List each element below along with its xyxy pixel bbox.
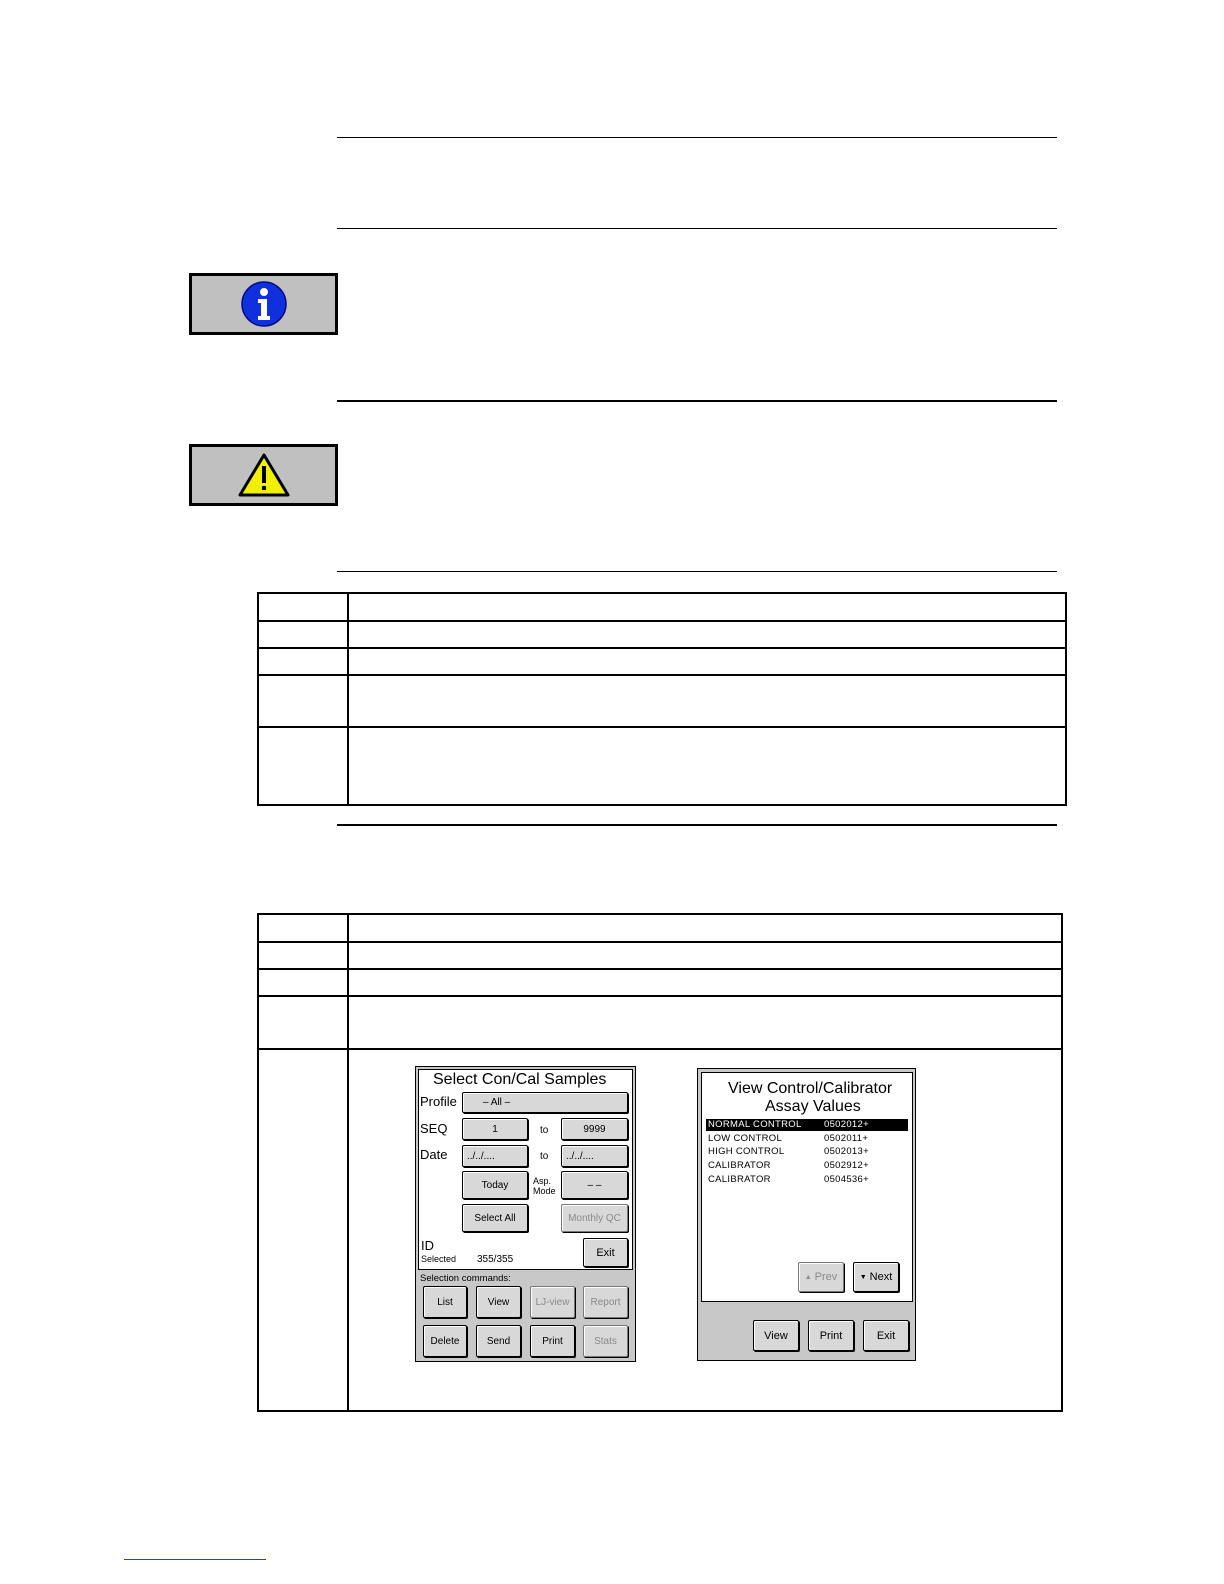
warning-icon — [237, 452, 291, 498]
view-title-line2: Assay Values — [765, 1098, 861, 1115]
view-title-line1: View Control/Calibrator — [728, 1080, 893, 1097]
assay-values-panel — [701, 1072, 913, 1302]
view-control-calibrator-screen — [697, 1068, 916, 1361]
info-icon — [240, 280, 288, 328]
select-panel — [418, 1069, 633, 1270]
procedure-table-2 — [257, 913, 1063, 1412]
seq-to-label: to — [540, 1125, 549, 1136]
delete-button[interactable]: Delete — [423, 1325, 467, 1357]
send-button[interactable]: Send — [476, 1325, 521, 1357]
exit-button[interactable]: Exit — [863, 1320, 909, 1351]
procedure-table-1 — [257, 592, 1067, 806]
date-to-field[interactable]: ../../.... — [561, 1145, 628, 1167]
rule-1 — [337, 137, 1057, 138]
selection-commands-label: Selection commands: — [420, 1273, 511, 1284]
monthly-qc-button[interactable]: Monthly QC — [561, 1204, 628, 1232]
select-con-cal-screen — [415, 1066, 636, 1362]
asp-mode-select[interactable]: – – — [561, 1171, 628, 1199]
date-label: Date — [420, 1147, 448, 1162]
report-button[interactable]: Report — [583, 1286, 628, 1318]
prev-button[interactable]: ▲ Prev — [798, 1262, 844, 1292]
date-to-label: to — [540, 1151, 549, 1162]
lj-view-button[interactable]: LJ-view — [530, 1286, 575, 1318]
list-item[interactable]: HIGH CONTROL 0502013+ — [708, 1146, 869, 1157]
profile-label: Profile — [420, 1094, 457, 1109]
stats-button[interactable]: Stats — [583, 1325, 628, 1357]
print-button[interactable]: Print — [808, 1320, 854, 1351]
asp-mode-label: Asp. Mode — [533, 1176, 556, 1196]
id-label: ID — [421, 1238, 434, 1253]
rule-4 — [337, 571, 1057, 572]
selected-label: Selected — [421, 1254, 457, 1264]
info-note-box — [189, 273, 338, 335]
seq-from-field[interactable]: 1 — [462, 1118, 528, 1140]
select-all-button[interactable]: Select All — [462, 1204, 528, 1232]
next-button[interactable]: ▼ Next — [853, 1262, 899, 1292]
list-button[interactable]: List — [423, 1286, 467, 1318]
screen-title: Select Con/Cal Samples — [433, 1071, 607, 1088]
rule-3 — [337, 400, 1057, 402]
list-item[interactable]: CALIBRATOR 0504536+ — [708, 1174, 869, 1185]
arrow-down-icon: ▼ — [859, 1273, 867, 1281]
arrow-up-icon: ▲ — [804, 1273, 812, 1281]
caution-box — [189, 444, 338, 506]
date-from-field[interactable]: ../../.... — [462, 1145, 528, 1167]
footer-link-line — [124, 1559, 266, 1560]
seq-to-field[interactable]: 9999 — [561, 1118, 628, 1140]
today-button[interactable]: Today — [462, 1171, 528, 1199]
seq-label: SEQ — [420, 1121, 448, 1136]
list-item[interactable]: NORMAL CONTROL 0502012+ — [706, 1119, 908, 1131]
view-button[interactable]: View — [476, 1286, 521, 1318]
rule-2 — [337, 228, 1057, 229]
exit-button[interactable]: Exit — [583, 1238, 628, 1267]
list-item[interactable]: LOW CONTROL 0502011+ — [708, 1133, 869, 1144]
profile-select[interactable]: – All – — [462, 1092, 628, 1113]
view-button[interactable]: View — [753, 1320, 799, 1351]
list-item[interactable]: CALIBRATOR 0502912+ — [708, 1160, 869, 1171]
print-button[interactable]: Print — [530, 1325, 575, 1357]
rule-5 — [337, 824, 1057, 826]
selected-count: 355/355 — [477, 1254, 514, 1265]
